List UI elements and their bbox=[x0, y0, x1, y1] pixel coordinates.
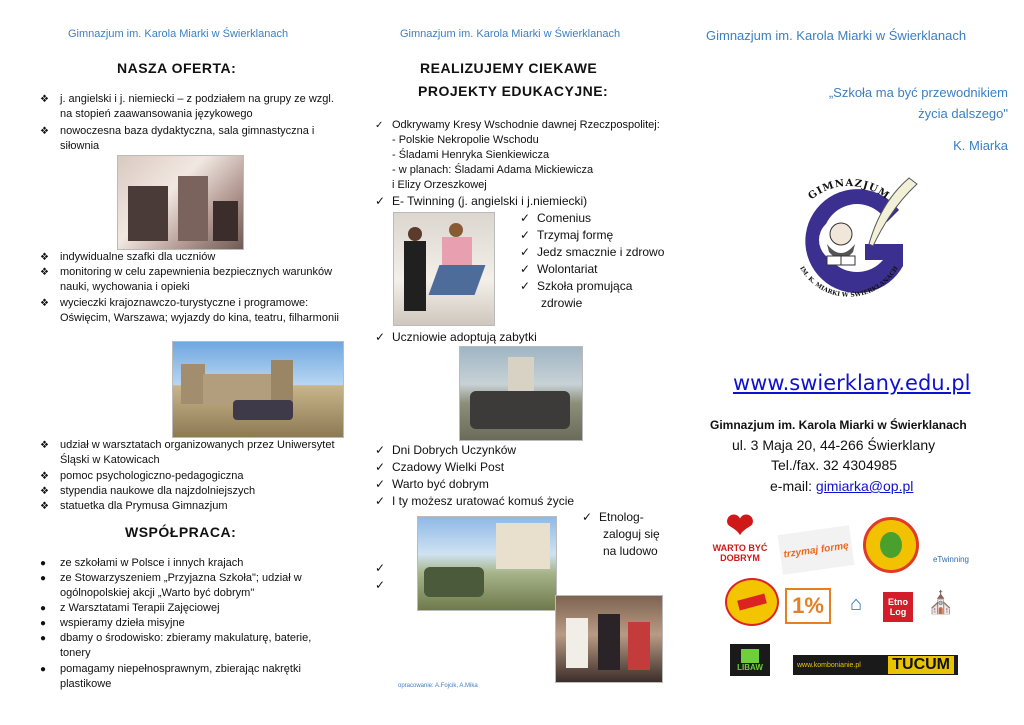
project-etwinning: ✓ E- Twinning (j. angielski i j.niemiecki) bbox=[375, 194, 588, 208]
kresy-item: - w planach: Śladami Adama Mickiewicza bbox=[392, 164, 594, 176]
checkmark-icon: ✓ bbox=[375, 460, 386, 474]
etnolog-logo: Etno Log bbox=[883, 592, 913, 622]
kombonianie-tucum-banner: www.kombonianie.pl TUCUM bbox=[793, 655, 958, 675]
project-kresy: ✓ Odkrywamy Kresy Wschodnie dawnej Rzeczpospolitej: bbox=[375, 119, 660, 131]
kresy-item: i Elizy Orzeszkowej bbox=[392, 179, 487, 191]
project-item: ✓ Trzymaj formę bbox=[520, 228, 614, 242]
list-item: ❖ indywidualne szafki dla uczniów bbox=[40, 251, 216, 263]
diamond-bullet-icon: ❖ bbox=[40, 126, 49, 137]
dot-bullet-icon: ● bbox=[40, 558, 47, 569]
dot-bullet-icon: ● bbox=[40, 573, 47, 584]
list-item: ● ze szkołami w Polsce i innych krajach bbox=[40, 557, 244, 569]
action-item: ✓ Czadowy Wielki Post bbox=[375, 460, 505, 474]
heart-icon: ❤ bbox=[725, 507, 755, 545]
checkmark-icon: ✓ bbox=[375, 194, 386, 208]
list-item: ❖ nowoczesna baza dydaktyczna, sala gimnastyczna i siłownia bbox=[40, 125, 315, 152]
list-item: ● dbamy o środowisko: zbieramy makulaturę, baterie, tonery bbox=[40, 632, 312, 659]
checkmark-icon: ✓ bbox=[520, 262, 531, 276]
checkmark-icon: ✓ bbox=[375, 330, 386, 344]
svg-text:IM. K. MIARKI W ŚWIERKLANACH: IM. K. MIARKI W ŚWIERKLANACH bbox=[798, 265, 900, 299]
motto-quote: „Szkoła ma być przewodnikiem życia dalszego" bbox=[828, 85, 1008, 121]
green-mascot-logo bbox=[863, 517, 919, 573]
planting-photo bbox=[417, 516, 557, 611]
project-etnolog: ✓ Etnolog- bbox=[582, 510, 644, 524]
gym-photo bbox=[117, 155, 244, 250]
etnolog-line: zaloguj się bbox=[603, 527, 660, 541]
list-item: ❖ pomoc psychologiczno-pedagogiczna bbox=[40, 470, 244, 482]
checkmark-icon: ✓ bbox=[375, 561, 386, 575]
warto-byc-dobrym-logo: ❤ WARTO BYĆ DOBRYM bbox=[712, 507, 768, 563]
diamond-bullet-icon: ❖ bbox=[40, 501, 49, 512]
checkmark-icon: ✓ bbox=[582, 510, 593, 524]
libaw-logo: LIBAW bbox=[730, 644, 770, 676]
checkmark-icon: ✓ bbox=[375, 477, 386, 491]
monument-group-photo bbox=[459, 346, 583, 441]
list-item: ● wspieramy dzieła misyjne bbox=[40, 617, 185, 629]
church-logo bbox=[921, 580, 961, 626]
credit-note: opracowanie: A.Fojcik, A.Mika bbox=[398, 683, 478, 689]
list-item: ● ze Stowarzyszeniem „Przyjazna Szkoła"; udział w ogólnopolskiej akcji „Warto być dobrym" bbox=[40, 572, 302, 599]
trzymaj-forme-logo: trzymaj formę bbox=[778, 525, 855, 575]
projects-title-line2: PROJEKTY EDUKACYJNE: bbox=[418, 83, 609, 99]
diamond-bullet-icon: ❖ bbox=[40, 486, 49, 497]
motto-author: K. Miarka bbox=[953, 138, 1008, 153]
school-full-name: Gimnazjum im. Karola Miarki w Świerklanach bbox=[710, 418, 967, 432]
diamond-bullet-icon: ❖ bbox=[40, 298, 49, 309]
diamond-bullet-icon: ❖ bbox=[40, 94, 49, 105]
column-offer bbox=[0, 0, 355, 725]
diamond-bullet-icon: ❖ bbox=[40, 440, 49, 451]
page-header: Gimnazjum im. Karola Miarki w Świerklanach bbox=[400, 28, 621, 40]
website-link[interactable]: www.swierklany.edu.pl bbox=[733, 371, 971, 395]
list-item: ❖ udział w warsztatach organizowanych przez Uniwersytet Śląski w Katowicach bbox=[40, 439, 335, 466]
red-ribbon-logo bbox=[725, 578, 779, 626]
svg-text:GIMNAZJUM: GIMNAZJUM bbox=[806, 177, 892, 203]
school-emblem-logo bbox=[769, 162, 929, 322]
dot-bullet-icon: ● bbox=[40, 633, 47, 644]
list-item: ❖ wycieczki krajoznawczo-turystyczne i programowe: Oświęcim, Warszawa; wyjazdy do kina, teatru, filharmonii bbox=[40, 297, 339, 324]
diamond-bullet-icon: ❖ bbox=[40, 252, 49, 263]
list-item: ❖ j. angielski i j. niemiecki – z podziałem na grupy ze wzgl. na stopień zaawansowania językowego bbox=[40, 93, 334, 120]
phone: Tel./fax. 32 4304985 bbox=[771, 457, 898, 473]
one-percent-logo: 1% bbox=[785, 588, 831, 624]
project-item: ✓ Wolontariat bbox=[520, 262, 598, 276]
email-link[interactable]: gimiarka@op.pl bbox=[815, 478, 914, 494]
etwinning-logo: eTwinning bbox=[932, 554, 970, 564]
project-item: ✓ Szkoła promująca bbox=[520, 279, 633, 293]
project-item-cont: zdrowie bbox=[541, 296, 583, 310]
house-icon: ⌂ bbox=[849, 592, 863, 615]
column-projects bbox=[355, 0, 685, 725]
project-item: ✓ Jedz smacznie i zdrowo bbox=[520, 245, 665, 259]
project-zabytki: ✓ Uczniowie adoptują zabytki bbox=[375, 330, 537, 344]
checkmark-icon: ✓ bbox=[520, 228, 531, 242]
list-item: ❖ stypendia naukowe dla najzdolniejszych bbox=[40, 485, 256, 497]
checkmark-icon: ✓ bbox=[375, 578, 386, 592]
list-item: ❖ statuetka dla Prymusa Gimnazjum bbox=[40, 500, 228, 512]
checkmark-icon: ✓ bbox=[375, 494, 386, 508]
dot-bullet-icon: ● bbox=[40, 618, 47, 629]
address: ul. 3 Maja 20, 44-266 Świerklany bbox=[732, 437, 936, 453]
folk-costume-photo bbox=[555, 595, 663, 683]
project-item: ✓ Comenius bbox=[520, 211, 592, 225]
castle-photo bbox=[172, 341, 344, 438]
checkmark-icon: ✓ bbox=[520, 211, 531, 225]
kresy-item: - Polskie Nekropolie Wschodu bbox=[392, 134, 539, 146]
list-item: ❖ monitoring w celu zapewnienia bezpiecznych warunków nauki, wychowania i opieki bbox=[40, 266, 333, 293]
dot-bullet-icon: ● bbox=[40, 603, 47, 614]
projects-title-line1: REALIZUJEMY CIEKAWE bbox=[420, 60, 598, 76]
checkmark-icon: ✓ bbox=[375, 120, 384, 131]
coop-title: WSPÓŁPRACA: bbox=[125, 524, 237, 540]
church-icon: ⛪ bbox=[927, 590, 955, 615]
email-line bbox=[770, 478, 913, 494]
szkola-przyjazna-logo bbox=[835, 588, 877, 620]
email-label: e-mail: bbox=[770, 478, 813, 494]
checkmark-icon: ✓ bbox=[520, 279, 531, 293]
list-item: ● z Warsztatami Terapii Zajęciowej bbox=[40, 602, 220, 614]
kresy-item: - Śladami Henryka Sienkiewicza bbox=[392, 149, 550, 161]
action-item: ✓ I ty możesz uratować komuś życie bbox=[375, 494, 575, 508]
offer-title: NASZA OFERTA: bbox=[117, 60, 237, 76]
diamond-bullet-icon: ❖ bbox=[40, 267, 49, 278]
action-item: ✓ Dni Dobrych Uczynków bbox=[375, 443, 517, 457]
column-contact bbox=[685, 0, 1024, 725]
page-header: Gimnazjum im. Karola Miarki w Świerklanach bbox=[68, 28, 289, 40]
action-item: ✓ Warto być dobrym bbox=[375, 477, 489, 491]
students-jumping-photo bbox=[393, 212, 495, 326]
dot-bullet-icon: ● bbox=[40, 664, 47, 675]
checkmark-icon: ✓ bbox=[520, 245, 531, 259]
list-item: ● pomagamy niepełnosprawnym, zbierając nakrętki plastikowe bbox=[40, 663, 301, 690]
diamond-bullet-icon: ❖ bbox=[40, 471, 49, 482]
checkmark-icon: ✓ bbox=[375, 443, 386, 457]
etnolog-line: na ludowo bbox=[603, 544, 658, 558]
page-header: Gimnazjum im. Karola Miarki w Świerklanach bbox=[706, 28, 967, 43]
